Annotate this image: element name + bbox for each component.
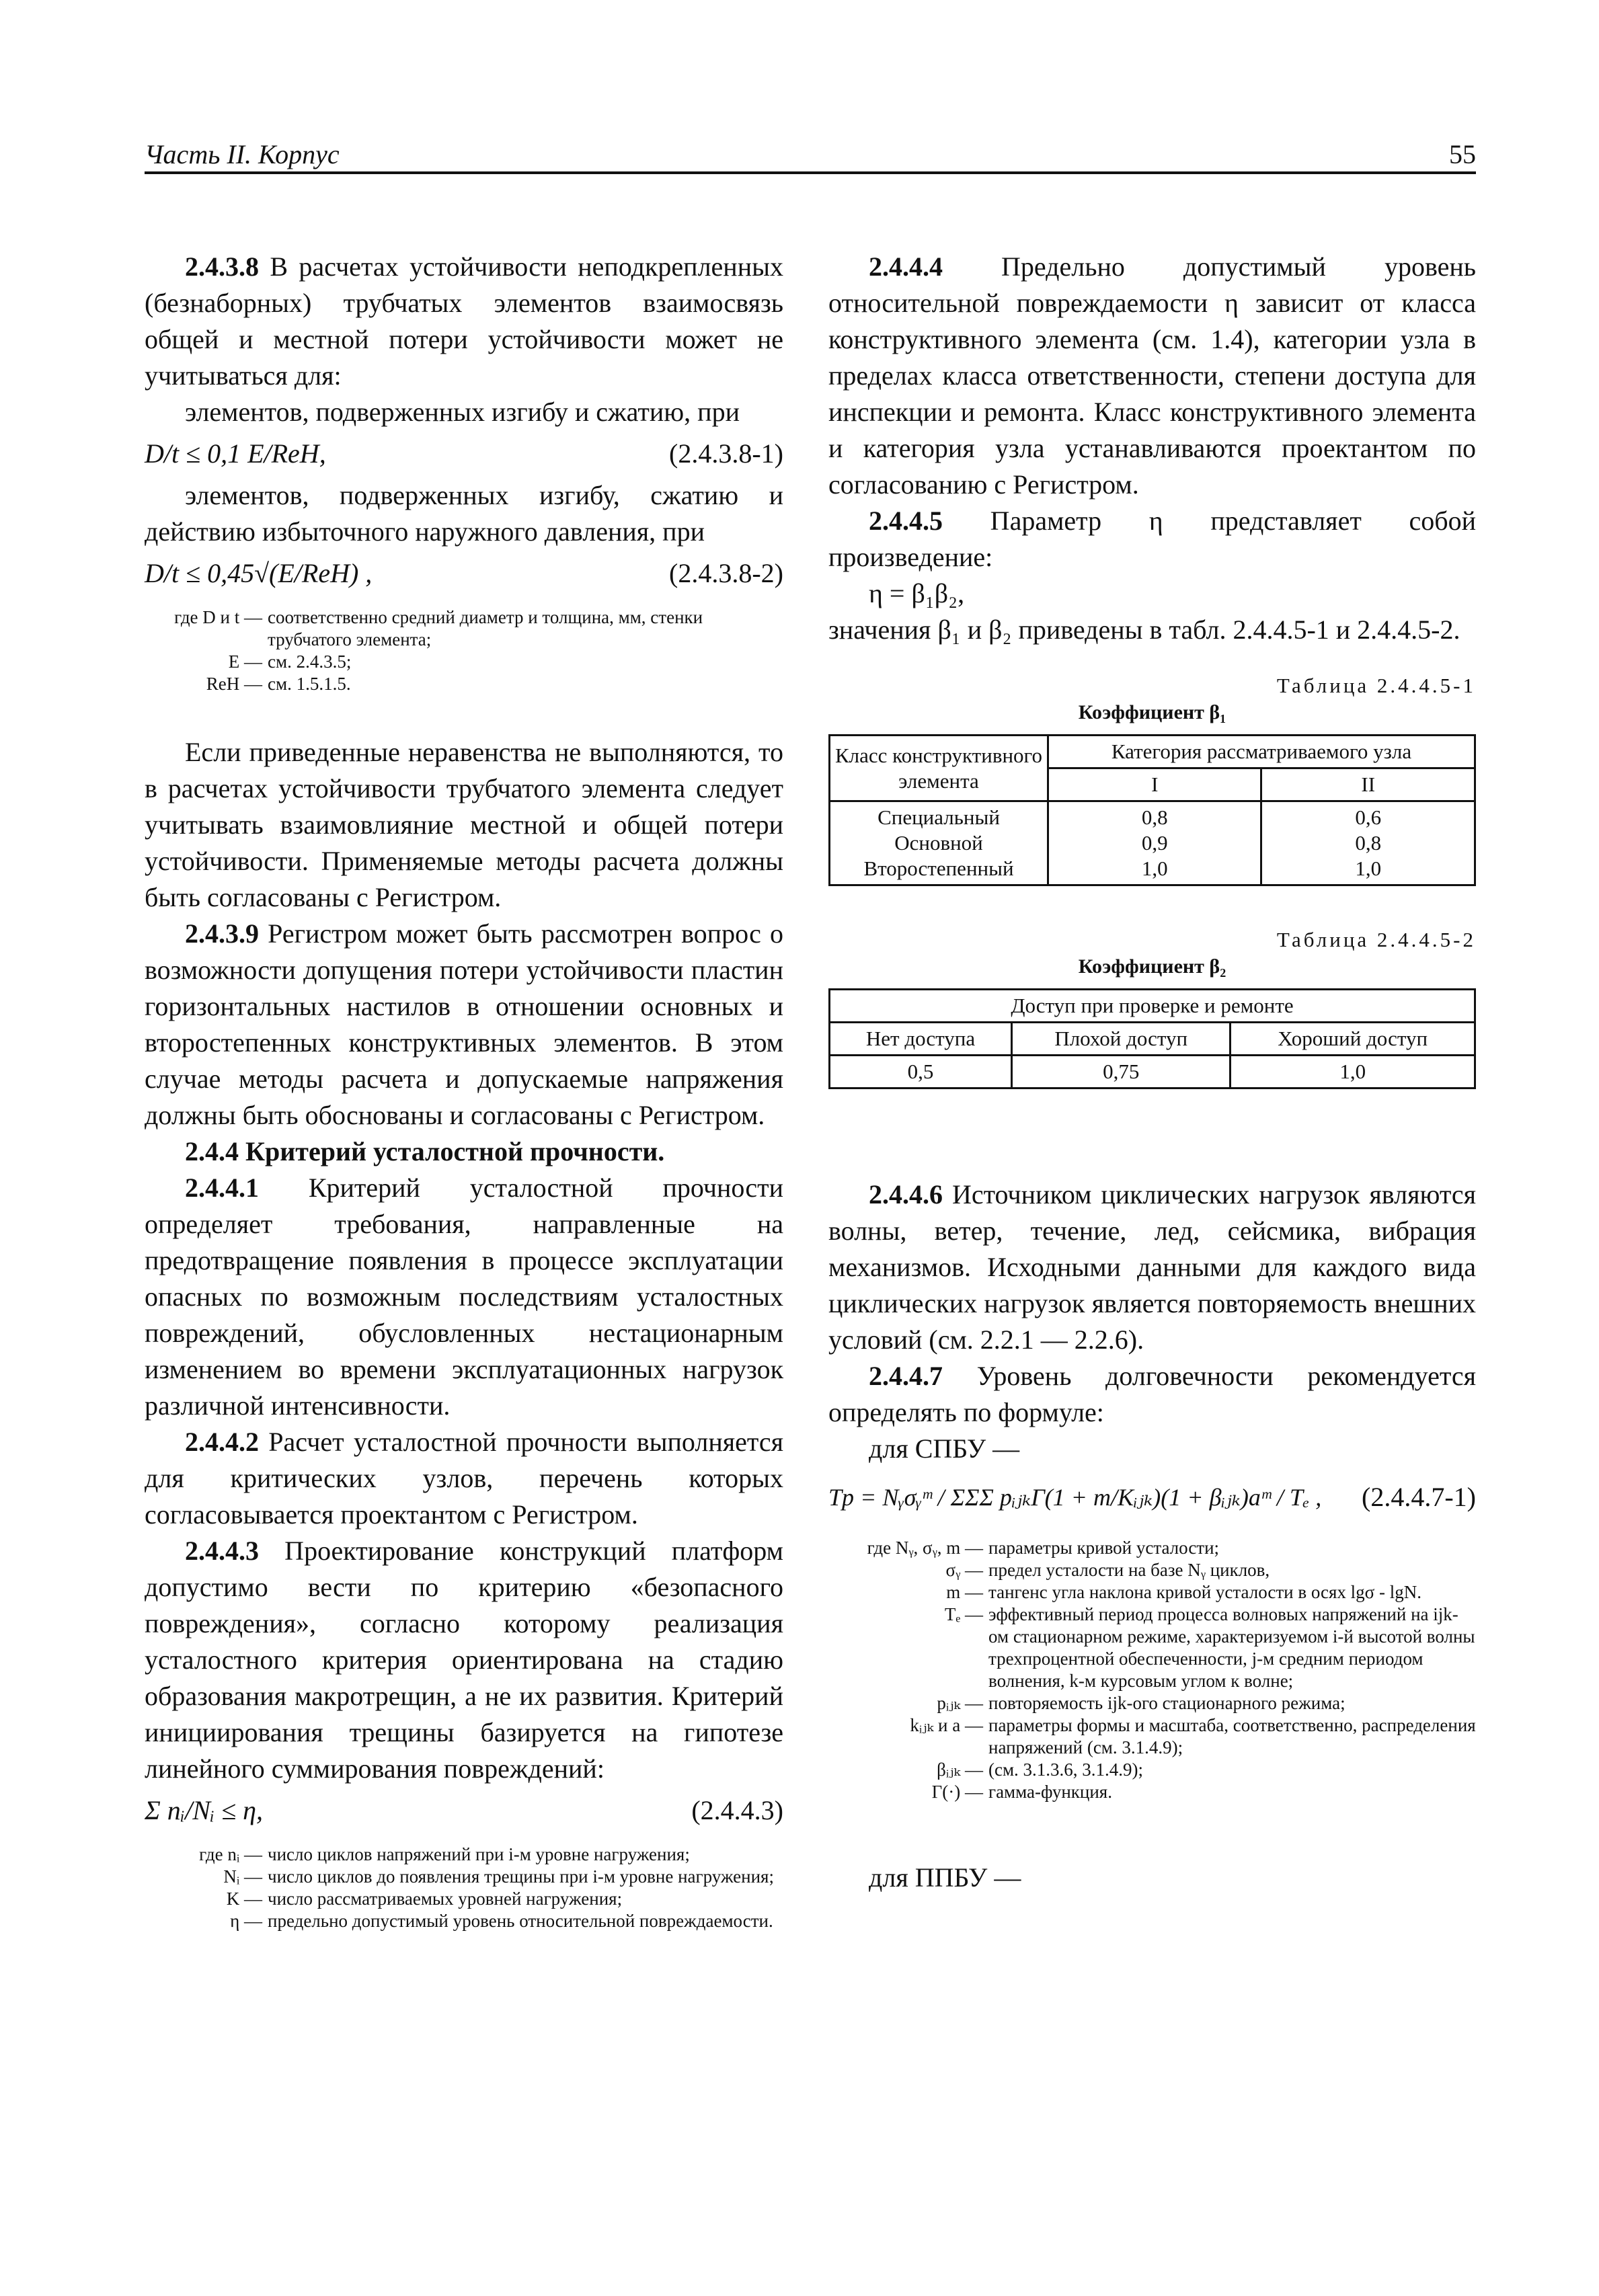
- table-header: Хороший доступ: [1231, 1023, 1475, 1056]
- legend-row: m — тангенс угла наклона кривой усталости в осях lgσ - lgN.: [946, 1582, 1421, 1602]
- table-header: I: [1048, 768, 1261, 801]
- legend-row: η — предельно допустимый уровень относительной повреждаемости.: [230, 1911, 773, 1931]
- para-text: Расчет усталостной прочности выполняется для критических узлов, перечень которых согласовывается проектантом с Регистром.: [145, 1427, 783, 1530]
- para-text: Источником циклических нагрузок являются волны, ветер, течение, лед, сейсмика, вибрация механизмов. Исходными данными для каждого вида циклических нагрузок является повторяемость внешних условий (см. 2.2.1 — 2.2.6).: [828, 1179, 1476, 1355]
- label-ppbu: для ППБУ —: [869, 1862, 1021, 1893]
- para-bending: элементов, подверженных изгибу и сжатию, при: [185, 397, 740, 427]
- right-column: [828, 249, 1476, 1896]
- section-number: 2.4.4.7: [869, 1361, 943, 1391]
- para-pressure: элементов, подверженных изгибу, сжатию и действию избыточного наружного давления, при: [145, 480, 783, 547]
- left-column: [145, 249, 783, 1948]
- para-text: В расчетах устойчивости неподкрепленных (безнаборных) трубчатых элементов взаимосвязь общей и местной потери устойчивости может не учитываться для:: [145, 251, 783, 391]
- table-header: Доступ при проверке и ремонте: [830, 990, 1475, 1023]
- legend-row: Γ(·) — гамма-функция.: [931, 1782, 1112, 1802]
- para-inequalities: Если приведенные неравенства не выполняются, то в расчетах устойчивости трубчатого элемента следует учитывать взаимовлияние местной и общей потери устойчивости. Применяемые методы расчета должны быть согласованы с Регистром.: [145, 737, 783, 912]
- section-number: 2.4.4.1: [185, 1173, 259, 1203]
- para-2-4-3-8: [145, 249, 783, 394]
- para-2-4-3-9: [145, 916, 783, 1134]
- table-header: Нет доступа: [830, 1023, 1012, 1056]
- para-text: Критерий усталостной прочности определяет требования, направленные на предотвращение появления в процессе эксплуатации опасных по возможным последствиям усталостных повреждений, обусловленных нестационарным изменением во времени эксплуатационных нагрузок различной интенсивности.: [145, 1173, 783, 1421]
- legend-row: Nᵢ — число циклов до появления трещины при i-м уровне нагружения;: [223, 1866, 774, 1887]
- page-number: 55: [1449, 139, 1476, 169]
- table-header: Категория рассматриваемого узла: [1048, 736, 1475, 768]
- legend-row: pᵢⱼₖ — повторяемость ijk-ого стационарного режима;: [937, 1693, 1346, 1713]
- legend-row: E — см. 2.4.3.5;: [228, 651, 352, 672]
- label-spbu: для СПБУ —: [869, 1433, 1020, 1464]
- para-text: Проектирование конструкций платформ допустимо вести по критерию «безопасного повреждения», согласно которому реализация усталостного критерия ориентирована на стадию образования макротрещин, а не их развития. Критерий инициирования трещины базируется на гипотезе линейного суммирования повреждений:: [145, 1536, 783, 1784]
- legend-row: K — число рассматриваемых уровней нагружения;: [226, 1889, 623, 1909]
- formula-2-4-4-3: [145, 1787, 783, 1834]
- para-2-4-4-2: [145, 1424, 783, 1533]
- section-number: 2.4.3.8: [185, 251, 259, 282]
- legend-2-4-3-8: [145, 606, 783, 695]
- table-header: Плохой доступ: [1012, 1023, 1231, 1056]
- table2-caption: Таблица 2.4.4.5-2: [1276, 928, 1476, 951]
- heading-2-4-4: 2.4.4 Критерий усталостной прочности.: [185, 1136, 665, 1166]
- para-text: Регистром может быть рассмотрен вопрос о возможности допущения потери устойчивости пластин горизонтальных настилов в отношении основных и второстепенных конструктивных элементов. В этом случае методы расчета и допускаемые напряжения должны быть обоснованы и согласованы с Регистром.: [145, 918, 783, 1130]
- formula-eta: η = β₁β₂,: [869, 578, 965, 608]
- table1-caption: Таблица 2.4.4.5-1: [1276, 674, 1476, 697]
- formula-number: (2.4.3.8-2): [669, 558, 783, 588]
- formula-number: (2.4.3.8-1): [669, 438, 783, 469]
- para-2-4-4-1: [145, 1170, 783, 1424]
- para-beta-values: значения β₁ и β₂ приведены в табл. 2.4.4.5-1 и 2.4.4.5-2.: [828, 615, 1460, 645]
- formula-2-4-3-8-1: [145, 430, 783, 477]
- para-text: Предельно допустимый уровень относительной повреждаемости η зависит от класса конструктивного элемента (см. 1.4), категории узла в пределах класса ответственности, степени доступа для инспекции и ремонта. Класс конструктивного элемента и категория узла устанавливаются проектантом по согласованию с Регистром.: [828, 251, 1476, 500]
- formula-expression: Tp = Nᵧσᵧᵐ / ΣΣΣ pᵢⱼₖΓ(1 + m/Kᵢⱼₖ)(1 + βᵢⱼₖ)aᵐ / Tₑ ,: [828, 1484, 1322, 1511]
- para-2-4-4-3: [145, 1533, 783, 1787]
- table-header: Класс конструктивного элемента: [830, 736, 1048, 801]
- legend-row: βᵢⱼₖ — (см. 3.1.3.6, 3.1.4.9);: [937, 1759, 1144, 1780]
- legend-row: где D и t — соответственно средний диаметр и толщина, мм, стенки трубчатого элемента;: [174, 607, 703, 649]
- section-number: 2.4.4.4: [869, 251, 943, 282]
- table-beta2: [828, 988, 1476, 1089]
- para-2-4-4-6: [828, 1177, 1476, 1358]
- table-cell: 0,75: [1012, 1056, 1231, 1088]
- formula-2-4-4-7-1: [828, 1467, 1476, 1528]
- page-header: [145, 138, 1476, 174]
- table-cell: 0,6 0,8 1,0: [1261, 801, 1475, 885]
- legend-row: σᵧ — предел усталости на базе Nᵧ циклов,: [945, 1560, 1270, 1580]
- table2-title: Коэффициент β₂: [1078, 955, 1226, 978]
- para-text: Уровень долговечности рекомендуется определять по формуле:: [828, 1361, 1476, 1427]
- legend-row: где nᵢ — число циклов напряжений при i-м уровне нагружения;: [199, 1844, 690, 1864]
- section-number: 2.4.4.5: [869, 506, 943, 536]
- para-text: Параметр η представляет собой произведение:: [828, 506, 1476, 572]
- legend-row: Tₑ — эффективный период процесса волновых напряжений на ijk-ом стационарном режиме, характеризуемом i-й высотой волны трехпроцентной обеспеченности, j-м средним периодом волнения, k-м курсовым углом к волне;: [944, 1604, 1475, 1691]
- header-title: Часть II. Корпус: [145, 139, 340, 169]
- legend-row: ReH — см. 1.5.1.5.: [206, 674, 351, 694]
- legend-row: kᵢⱼₖ и a — параметры формы и масштаба, соответственно, распределения напряжений (см. 3.1.4.9);: [910, 1715, 1476, 1757]
- table-header: II: [1261, 768, 1475, 801]
- table-cell: 0,8 0,9 1,0: [1048, 801, 1261, 885]
- formula-expression: D/t ≤ 0,45√(E/ReH) ,: [145, 558, 373, 588]
- formula-expression: D/t ≤ 0,1 E/ReH,: [145, 438, 326, 469]
- legend-row: где Nᵧ, σᵧ, m — параметры кривой усталости;: [867, 1538, 1220, 1558]
- table-beta1: [828, 734, 1476, 886]
- para-2-4-4-5: [828, 503, 1476, 576]
- formula-number: (2.4.4.3): [691, 1795, 783, 1825]
- table-cell: 1,0: [1231, 1056, 1475, 1088]
- legend-2-4-4-7: [828, 1537, 1476, 1803]
- section-number: 2.4.4.3: [185, 1536, 259, 1566]
- para-2-4-4-4: [828, 249, 1476, 503]
- formula-number: (2.4.4.7-1): [1362, 1482, 1476, 1512]
- table-cell: Специальный Основной Второстепенный: [830, 801, 1048, 885]
- formula-2-4-3-8-2: [145, 550, 783, 597]
- section-number: 2.4.4.6: [869, 1179, 943, 1210]
- table1-title: Коэффициент β₁: [1078, 701, 1226, 723]
- formula-expression: Σ nᵢ/Nᵢ ≤ η,: [145, 1795, 264, 1825]
- section-number: 2.4.4.2: [185, 1427, 259, 1457]
- legend-2-4-4-3: [145, 1844, 783, 1932]
- table-cell: 0,5: [830, 1056, 1012, 1088]
- section-number: 2.4.3.9: [185, 918, 259, 949]
- para-2-4-4-7: [828, 1358, 1476, 1431]
